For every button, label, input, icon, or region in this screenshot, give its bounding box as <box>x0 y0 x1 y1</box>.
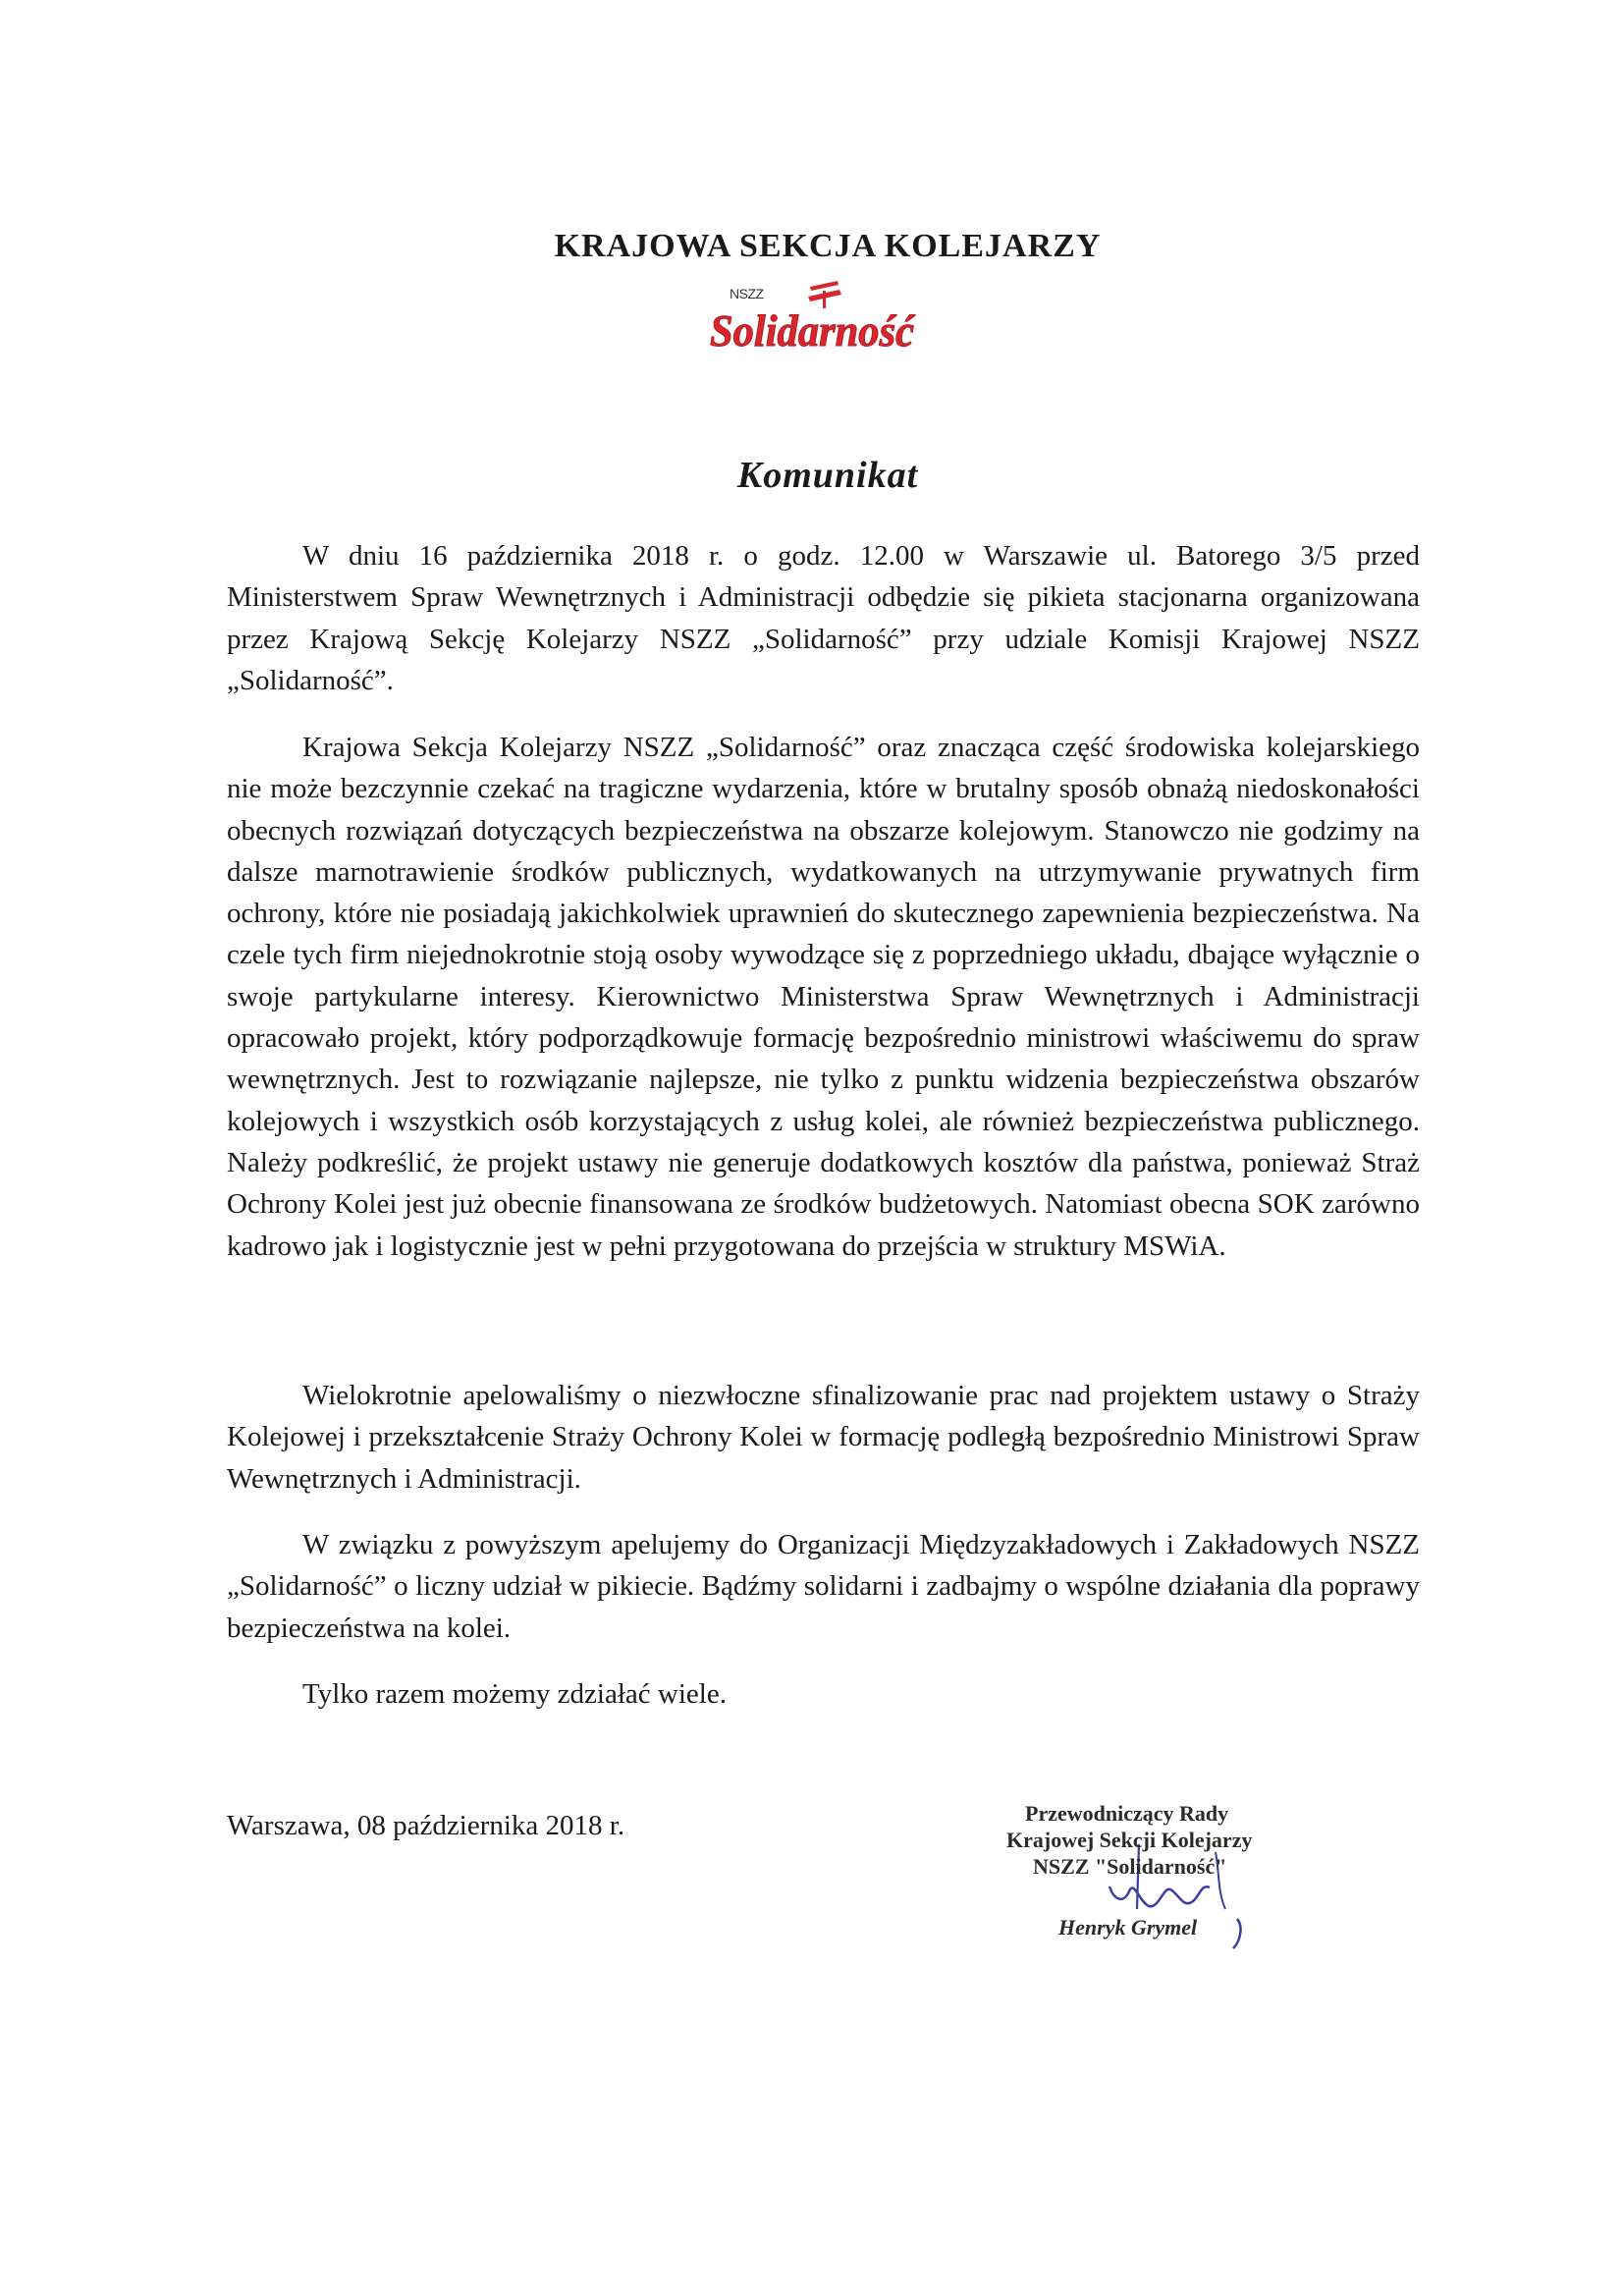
paragraph-5: Tylko razem możemy zdziałać wiele. <box>302 1678 727 1710</box>
solidarnosc-logo <box>700 277 922 355</box>
paragraph-4: W związku z powyższym apelujemy do Organizacji Międzyzakładowych i Zakładowych NSZZ „Solidarność” o liczny udział w pikiecie. Bądźmy solidarni i zadbajmy o wspólne działania dla poprawy bezpieczeństwa na kolei. <box>227 1529 1420 1644</box>
signature-organization-line: Krajowej Sekcji Kolejarzy <box>1006 1828 1253 1852</box>
paragraph-1: W dniu 16 października 2018 r. o godz. 12.00 w Warszawie ul. Batorego 3/5 przed Ministerstwem Spraw Wewnętrznych i Administracji odbędzie się pikieta stacjonarna organizowana przez Krajową Sekcję Kolejarzy NSZZ „Solidarność” przy udziale Komisji Krajowej NSZZ „Solidarność”. <box>227 540 1420 696</box>
signature-name: Henryk Grymel <box>1058 1915 1198 1940</box>
signature-title-line: Przewodniczący Rady <box>1025 1801 1229 1826</box>
logo-solidarnosc-text: Solidarność <box>710 305 916 355</box>
logo-nszz-text: NSZZ <box>730 286 764 301</box>
paragraph-2: Krajowa Sekcja Kolejarzy NSZZ „Solidarność” oraz znacząca część środowiska kolejarskiego nie może bezczynnie czekać na tragiczne wydarzenia, które w brutalny sposób obnażą niedoskonałości obecnych rozwiązań dotyczących bezpieczeństwa na obszarze kolejowym. Stanowczo nie godzimy na dalsze marnotrawienie środków publicznych, wydatkowanych na utrzymywanie prywatnych firm ochrony, które nie posiadają jakichkolwiek uprawnień do skutecznego zapewnienia bezpieczeństwa. Na czele tych firm niejednokrotnie stoją osoby wywodzące się z poprzedniego układu, dbające wyłącznie o swoje partykularne interesy. Kierownictwo Ministerstwa Spraw Wewnętrznych i Administracji opracowało projekt, który podporządkowuje formację bezpośrednio ministrowi właściwemu do spraw wewnętrznych. Jest to rozwiązanie najlepsze, nie tylko z punktu widzenia bezpieczeństwa obszarów kolejowych i wszystkich osób korzystających z usług kolei, ale również bezpieczeństwa publicznego. Należy podkreślić, że projekt ustawy nie generuje dodatkowych kosztów dla państwa, ponieważ Straż Ochrony Kolei jest już obecnie finansowana ze środków budżetowych. Natomiast obecna SOK zarówno kadrowo jak i logistycznie jest w pełni przygotowana do przejścia w struktury MSWiA. <box>227 732 1420 1262</box>
organization-heading: KRAJOWA SEKCJA KOLEJARZY <box>554 228 1102 264</box>
document-title: Komunikat <box>736 455 919 496</box>
signature-stamp <box>992 1793 1286 1960</box>
logo-flag-icon <box>808 281 841 308</box>
paragraph-3: Wielokrotnie apelowaliśmy o niezwłoczne sfinalizowanie prac nad projektem ustawy o Straży Kolejowej i przekształcenie Straży Ochrony Kolei w formację podległą bezpośrednio Ministrowi Spraw Wewnętrznych i Administracji. <box>227 1380 1420 1495</box>
signature-union-line: NSZZ "Solidarność" <box>1033 1854 1227 1879</box>
place-date: Warszawa, 08 października 2018 r. <box>227 1810 625 1841</box>
